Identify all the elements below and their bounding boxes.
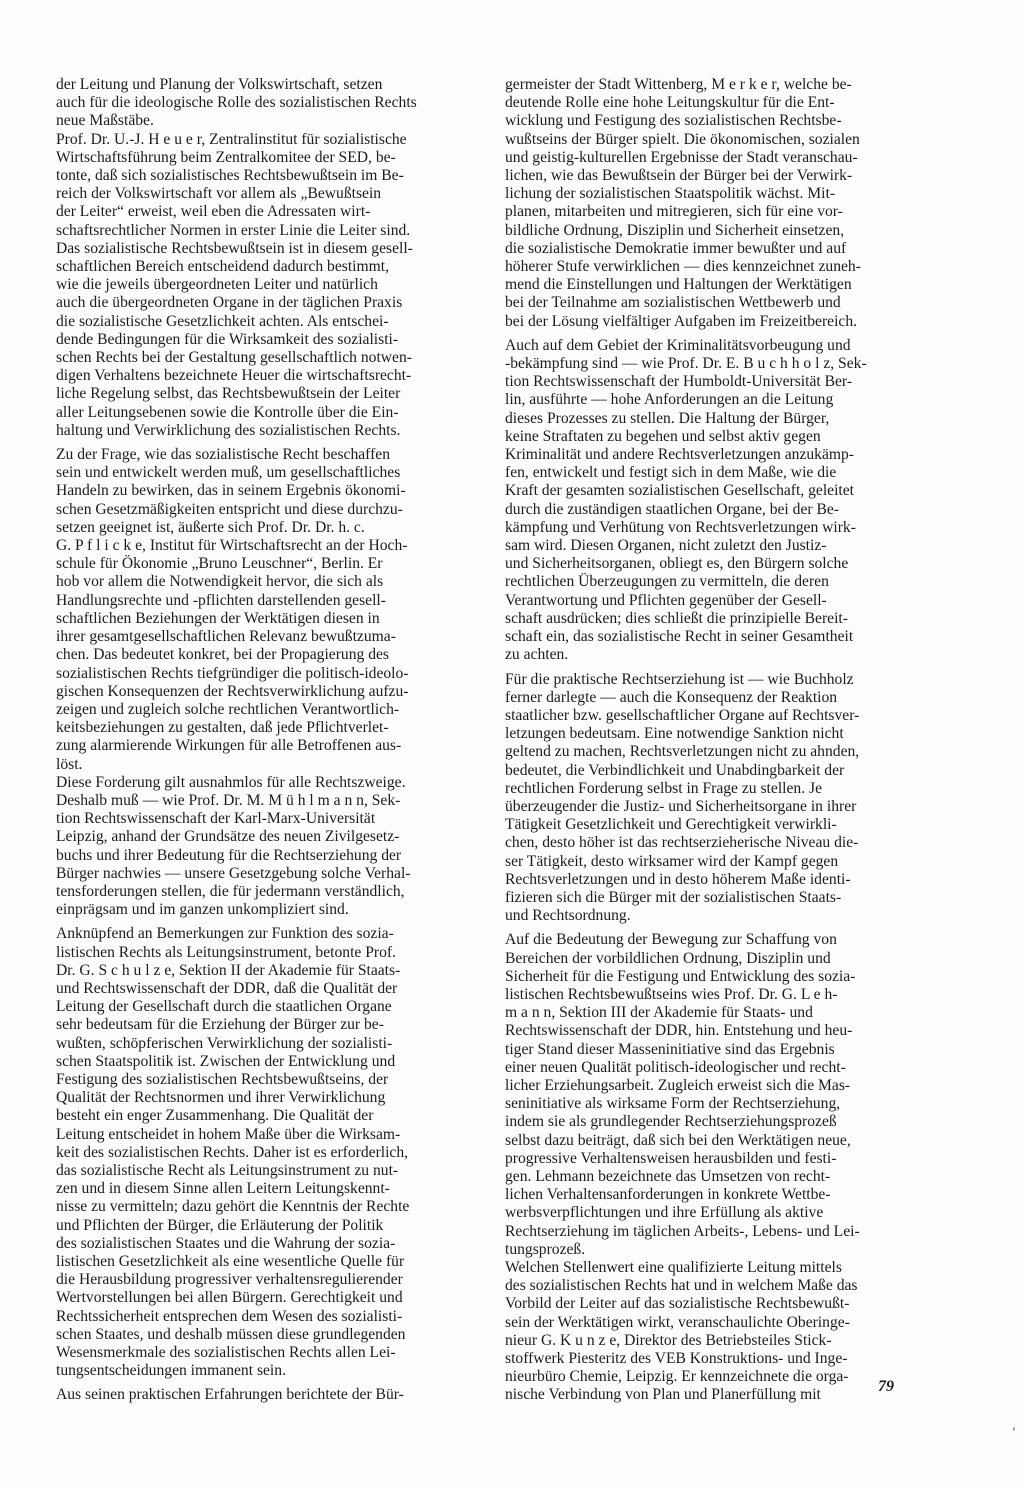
paragraph: germeister der Stadt Wittenberg, M e r k e r, welche be- deutende Rolle eine hohe Leitungskultur für die Ent- wicklung und Festigung des sozialistischen Rechtsbe- wußtseins der Bürger spielt. Die ökonomischen, sozialen und geistig-kulturellen Ergebnisse der Stadt veranschau- lichen, wie das Bewußtsein der Bürger bei der Verwirk- lichung der sozialistischen Staatspolitik wächst. Mit- planen, mitarbeiten und mitregieren, sich für eine vor- bildliche Ordnung, Disziplin und Sicherheit einsetzen, die sozialistische Demokratie immer bewußter und auf höherer Stufe verwirklichen — dies kennzeichnet zuneh- mend die Einstellungen und Haltungen der Werktätigen bei der Teilnahme am sozialistischen Wettbewerb und bei der Lösung vielfältiger Aufgaben im Freizeitbereich. [505, 76, 861, 330]
page-number: 79 [878, 1378, 894, 1395]
paragraph: Für die praktische Rechtserziehung ist — wie Buchholz ferner darlegte — auch die Konsequenz der Reaktion staatlicher bzw. gesellschaftlicher Organe auf Rechtsver- letzungen bedeutsam. Eine notwendige Sanktion nicht geltend zu machen, Rechtsverletzungen nicht zu ahnden, bedeutet, die Verbindlichkeit und Unabdingbarkeit der rechtlichen Forderung selbst in Frage zu stellen. Je überzeugender die Justiz- und Sicherheitsorgane in ihrer Tätigkeit Gesetzlichkeit und Gerechtigkeit verwirkli- chen, desto höher ist das rechtserzieherische Niveau die- ser Tätigkeit, desto wirksamer wird der Kampf gegen Rechtsverletzungen und in desto höherem Maße identi- fizieren sich die Bürger mit der sozialistischen Staats- und Rechtsordnung. [505, 670, 860, 925]
paragraph: der Leitung und Planung der Volkswirtschaft, setzen auch für die ideologische Rolle des sozialistischen Rechts neue Maßstäbe. Prof. Dr. U.-J. H e u e r, Zentralinstitut für sozialistische Wirtschaftsführung beim Zentralkomitee der SED, be- tonte, daß sich sozialistisches Rechtsbewußtsein im Be- reich der Volkswirtschaft vor allem als „Bewußtsein der Leiter“ erweist, weil eben die Adressaten wirt- schaftsrechtlicher Normen in erster Linie die Leiter sind. Das sozialistische Rechtsbewußtsein ist in diesem gesell- schaftlichen Bereich entscheidend dadurch bestimmt, wie die jeweils übergeordneten Leiter und natürlich auch die übergeordneten Organe in der täglichen Praxis die sozialistische Gesetzlichkeit achten. Als entschei- dende Bedingungen für die Wirksamkeit des sozialisti- schen Rechts bei der Gestaltung gesellschaftlich notwen- digen Verhaltens bezeichnete Heuer die wirtschaftsrecht- liche Regelung selbst, das Rechtsbewußtsein der Leiter aller Leitungsebenen sowie die Kontrolle über die Ein- haltung und Verwirklichung des sozialistischen Rechts. [56, 76, 417, 439]
paragraph: Auf die Bedeutung der Bewegung zur Schaffung von Bereichen der vorbildlichen Ordnung, Disziplin und Sicherheit für die Festigung und Entwicklung des sozia- listischen Rechtsbewußtseins wies Prof. Dr. G. L e h- m a n n, Sektion III der Akademie für Staats- und Rechtswissenschaft der DDR, hin. Entstehung und heu- tiger Stand dieser Masseninitiative sind das Ergebnis einer neuen Qualität politisch-ideologischer und recht- licher Erziehungsarbeit. Zugleich erweist sich die Mas- seninitiative als wirksame Form der Rechtserziehung, indem sie als grundlegender Rechtserziehungsprozeß selbst dazu beiträgt, daß sich bei den Werktätigen neue, progressive Verhaltensweisen herausbilden und festi- gen. Lehmann bezeichnete das Umsetzen von recht- lichen Verhaltensanforderungen in konkrete Wettbe- werbsverpflichtungen und ihre Erfüllung als aktive Rechtserziehung im täglichen Arbeits-, Lebens- und Lei- tungsprozeß. Welchen Stellenwert eine qualifizierte Leitung mittels des sozialistischen Rechts hat und in welchem Maße das Vorbild der Leiter auf das sozialistische Rechtsbewußt- sein der Werktätigen wirkt, veranschaulichte Oberinge- nieur G. K u n z e, Direktor des Betriebsteiles Stick- stoffwerk Piesteritz des VEB Konstruktions- und Inge- nieurbüro Chemie, Leipzig. Er kennzeichnete die orga- nische Verbindung von Plan und Planerfüllung mit [505, 931, 860, 1404]
left-column [56, 76, 488, 1411]
right-column [505, 76, 937, 1411]
scan-mark-icon: ‚ [1012, 1418, 1016, 1432]
paragraph: Auch auf dem Gebiet der Kriminalitätsvorbeugung und -bekämpfung sind — wie Prof. Dr. E. B u c h h o l z, Sek- tion Rechtswissenschaft der Humboldt-Universität Ber- lin, ausführte — hohe Anforderungen an die Leitung dieses Prozesses zu stellen. Die Haltung der Bürger, keine Straftaten zu begehen und selbst aktiv gegen Kriminalität und andere Rechtsverletzungen anzukämp- fen, entwickelt und festigt sich in dem Maße, wie die Kraft der gesamten sozialistischen Gesellschaft, geleitet durch die zuständigen staatlichen Organe, bei der Be- kämpfung und Verhütung von Rechtsverletzungen wirk- sam wird. Diesen Organen, nicht zuletzt den Justiz- und Sicherheitsorganen, obliegt es, den Bürgern solche rechtlichen Überzeugungen zu vermitteln, die deren Verantwortung und Pflichten gegenüber der Gesell- schaft ausdrücken; dies schließt die prinzipielle Bereit- schaft ein, das sozialistische Recht in seiner Gesamtheit zu achten. [505, 336, 867, 664]
paragraph: Anknüpfend an Bemerkungen zur Funktion des sozia- listischen Rechts als Leitungsinstrument, betonte Prof. Dr. G. S c h u l z e, Sektion II der Akademie für Staats- und Rechtswissenschaft der DDR, daß die Qualität der Leitung der Gesellschaft durch die staatlichen Organe sehr bedeutsam für die Erziehung der Bürger zur be- wußten, schöpferischen Verwirklichung der sozialisti- schen Staatspolitik ist. Zwischen der Entwicklung und Festigung des sozialistischen Rechtsbewußtseins, der Qualität der Rechtsnormen und ihrer Verwirklichung besteht ein enger Zusammenhang. Die Qualität der Leitung entscheidet in hohem Maße über die Wirksam- keit des sozialistischen Rechts. Daher ist es erforderlich, das sozialistische Recht als Leitungsinstrument zu nut- zen und in diesem Sinne allen Leitern Leitungskennt- nisse zu vermitteln; dazu gehört die Kenntnis der Rechte und Pflichten der Bürger, die Erläuterung der Politik des sozialistischen Staates und die Wahrung der sozia- listischen Gesetzlichkeit als eine wesentliche Quelle für die Herausbildung progressiver verhaltensregulierender Wertvorstellungen bei allen Bürgern. Gerechtigkeit und Rechtssicherheit entsprechen dem Wesen des sozialisti- schen Staates, und deshalb müssen diese grundlegenden Wesensmerkmale des sozialistischen Rechts allen Lei- tungsentscheidungen immanent sein. [56, 925, 410, 1380]
paragraph: Aus seinen praktischen Erfahrungen berichtete der Bür- [56, 1386, 404, 1404]
paragraph: Zu der Frage, wie das sozialistische Recht beschaffen sein und entwickelt werden muß, um gesellschaftliches Handeln zu bewirken, das in seinem Ergebnis ökonomi- schen Gesetzmäßigkeiten entspricht und diese durchzu- setzen geeignet ist, äußerte sich Prof. Dr. Dr. h. c. G. P f l i c k e, Institut für Wirtschaftsrecht an der Hoch- schule für Ökonomie „Bruno Leuschner“, Berlin. Er hob vor allem die Notwendigkeit hervor, die sich als Handlungsrechte und -pflichten darstellenden gesell- schaftlichen Beziehungen der Werktätigen diesen in ihrer gesamtgesellschaftlichen Relevanz bewußtzuma- chen. Das bedeutet konkret, bei der Propagierung des sozialistischen Rechts tiefgründiger die politisch-ideolo- gischen Konsequenzen der Rechtsverwirklichung aufzu- zeigen und zugleich solche rechtlichen Verantwortlich- keitsbeziehungen zu gestalten, daß jede Pflichtverlet- zung alarmierende Wirkungen für alle Betroffenen aus- löst. Diese Forderung gilt ausnahmlos für alle Rechtszweige. Deshalb muß — wie Prof. Dr. M. M ü h l m a n n, Sek- tion Rechtswissenschaft der Karl-Marx-Universität Leipzig, anhand der Grundsätze des neuen Zivilgesetz- buchs und ihrer Bedeutung für die Rechtserziehung der Bürger nachwies — unsere Gesetzgebung solche Verhal- tensforderungen stellen, die für jedermann verständlich, einprägsam und im ganzen unkompliziert sind. [56, 446, 411, 919]
